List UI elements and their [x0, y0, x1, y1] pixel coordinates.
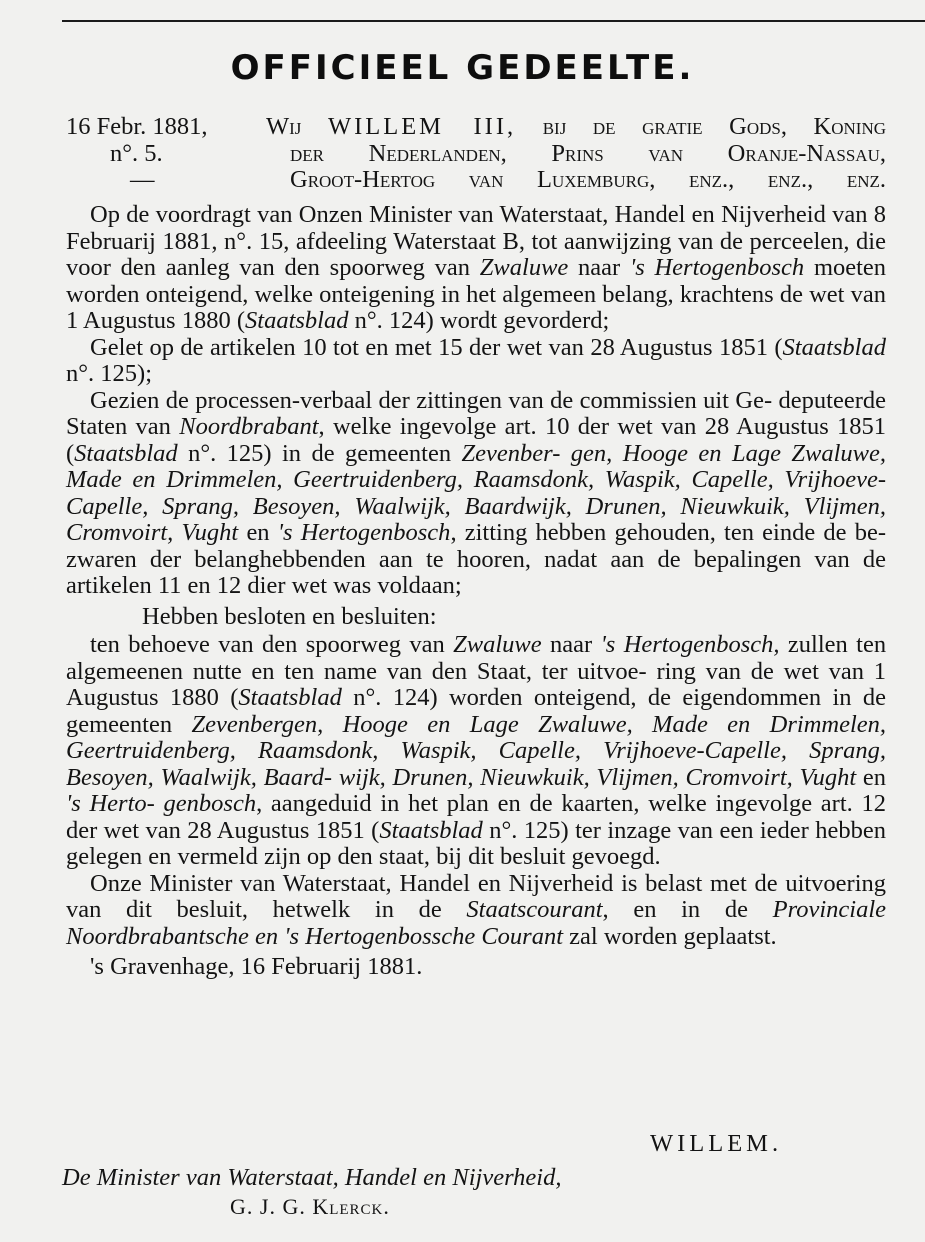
decree-reference [66, 114, 246, 194]
decree-body [66, 202, 886, 981]
place-list: Waspik, Capelle, Vrijhoeve-Capelle, Sprang, Besoyen, Waalwijk, Baard- [66, 737, 886, 791]
place-name: 's Hertogenbosch [629, 254, 805, 281]
place-name: 's Hertogenbosch, [600, 631, 780, 658]
place-list: Lage Zwaluwe, Made en Drimmelen, Geertruidenberg, Raamsdonk, [66, 710, 887, 764]
place-name: Zevenber- [461, 439, 561, 467]
line: en [246, 519, 270, 546]
place-and-date [66, 954, 886, 981]
paragraph-having-regard [66, 335, 886, 388]
king-title [266, 114, 886, 194]
line: n°. 125) in de gemeenten [188, 439, 452, 467]
place-name: Zwaluwe [479, 254, 569, 281]
king-line-3: Groot-Hertog van Luxemburg, enz., enz., enz. [290, 166, 886, 193]
line: 1851 ( [718, 333, 783, 361]
line: Onze Minister van Waterstaat, Handel en Nijverheid is belast met [90, 869, 747, 897]
place-name: Zwaluwe [453, 631, 542, 658]
line: , welke ingevolge art. 10 der wet [318, 413, 653, 440]
line: deputeerde Staten van [66, 386, 886, 440]
line: ten behoeve van den spoorweg van [90, 631, 445, 658]
line: onteigening in het algemeen belang, krachtens de wet van 1 Augustus [66, 280, 886, 334]
place-list: Waalwijk, Baardwijk, Drunen, Nieuwkuik, Vlijmen, Cromvoirt, [66, 492, 886, 546]
line: der wet van 28 Augustus 1851 ( [66, 816, 380, 844]
paragraph-expropriation [66, 632, 886, 871]
staatsblad-ref: Staatsblad [245, 307, 349, 334]
line: Gelet op de artikelen 10 tot en met 15 der wet van 28 Augustus [90, 333, 713, 361]
line: van [434, 254, 471, 281]
line: geplaatst. [683, 922, 777, 950]
line: zwaren der belanghebbenden aan te hooren, nadat aan de bepalingen [66, 545, 802, 573]
line: Op de voordragt van Onzen Minister van Waterstaat, Handel en [90, 201, 715, 228]
line: naar [550, 631, 593, 658]
place-list: Raamsdonk, Waspik, Capelle, Vrijhoeve-Capelle, Sprang, Besoyen, [66, 466, 886, 520]
line: , en in de [602, 896, 748, 923]
place-name: genbosch [163, 790, 257, 817]
line: n°. 124) worden [353, 684, 523, 711]
line: , aangeduid in het plan en de kaarten, welke ingevolge art. 12 [256, 790, 886, 817]
place-name: Vught [181, 519, 239, 546]
place-name: 's Hertogenbosch [277, 519, 451, 546]
decree-date: 16 Febr. 1881, [66, 113, 208, 140]
staatsblad-ref: Staatsblad [74, 439, 178, 467]
line: onteigend, de eigendommen in de gemeenten [66, 684, 887, 738]
line: n°. 124) wordt gevorderd; [354, 307, 610, 334]
line: naar [578, 254, 621, 281]
place-list: wijk, Drunen, Nieuwkuik, Vlijmen, Cromvoirt, Vught [338, 763, 857, 791]
king-line-2: der Nederlanden, Prins van Oranje-Nassau, [290, 139, 886, 167]
resolution-line [66, 604, 886, 631]
line: n°. 125) ter inzage van een [489, 816, 754, 844]
staatsblad-ref: Staatsblad [238, 684, 342, 711]
page-title: OFFICIEEL GEDEELTE. [230, 48, 695, 88]
line: Nijverheid van 8 Februarij 1881, n°. 15, afdeeling Waterstaat B, tot [66, 201, 887, 255]
line: van 28 Augustus 1851 ( [66, 413, 887, 467]
line: moeten worden onteigend, welke [66, 254, 887, 308]
paragraph-execution [66, 871, 886, 951]
decree-number: n°. 5. [110, 139, 163, 167]
line: van de artikelen 11 en 12 dier wet was voldaan; [66, 545, 886, 599]
paragraph-having-seen [66, 388, 886, 600]
king-name: WILLEM III, [327, 113, 517, 140]
line: 1880 ( [181, 307, 246, 334]
line: ring van de wet van 1 Augustus 1880 ( [66, 657, 887, 711]
place-name: Noordbrabant [179, 413, 319, 440]
line: n°. 125); [66, 360, 153, 387]
king-we: Wij [266, 113, 302, 140]
line: Hebben besloten en besluiten: [142, 602, 437, 630]
line: zal worden [569, 922, 678, 950]
line: Gezien de processen-verbaal der zittingen van de commissien uit Ge- [90, 386, 773, 414]
place-list: gen, Hooge en Lage Zwaluwe, Made en Drimmelen, Geertruidenberg, [66, 439, 887, 493]
line: 's Gravenhage, 16 Februarij 1881. [90, 953, 423, 980]
staatsblad-ref: Staatsblad [379, 816, 483, 844]
line: ieder hebben gelegen en vermeld zijn op den staat, bij dit besluit [66, 816, 886, 870]
top-rule [62, 20, 925, 22]
line: aanwijzing van de perceelen, die voor den aanleg van den spoorweg [66, 227, 886, 281]
line: , zitting hebben gehouden, ten einde de be- [450, 519, 887, 546]
decree-dash: — [130, 166, 155, 193]
place-list: Zevenbergen, Hooge en [191, 710, 451, 738]
king-grace: bij de gratie Gods, Koning [542, 113, 886, 140]
king-signature: WILLEM. [650, 1130, 783, 1157]
staatsblad-ref: Staatsblad [782, 333, 886, 361]
place-name: 's Herto- [66, 790, 155, 817]
paragraph-considering [66, 202, 886, 335]
line: zullen ten algemeenen nutte en ten name van den Staat, ter uitvoe- [66, 631, 887, 685]
line: de uitvoering van dit besluit, hetwelk in de [66, 869, 887, 923]
newspaper-name: Staatscourant [466, 896, 603, 923]
line: en [862, 763, 887, 791]
line: gevoegd. [571, 843, 661, 870]
minister-title: De Minister van Waterstaat, Handel en Nijverheid, [62, 1164, 562, 1191]
newspaper-name: Provinciale Noordbrabantsche en 's Hertogenbossche Courant [66, 896, 887, 950]
minister-name: G. J. G. Klerck. [230, 1194, 390, 1219]
king-line-1 [266, 114, 886, 141]
